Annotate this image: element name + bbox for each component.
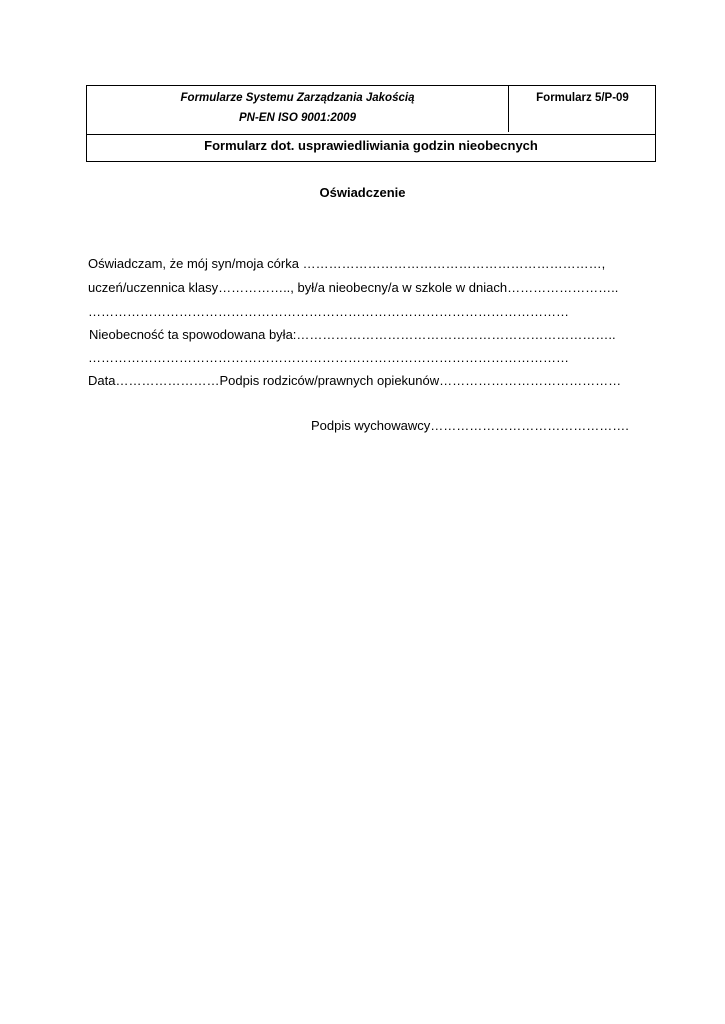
iso-standard: PN-EN ISO 9001:2009	[239, 112, 356, 124]
statement-line-reason: Nieobecność ta spowodowana była:………………………………………………………………..	[89, 327, 616, 342]
header-column-divider	[508, 86, 509, 132]
header-row-divider	[87, 134, 655, 135]
date-parent-signature-line: Data……………………Podpis rodziców/prawnych opiekunów……………………………………	[88, 373, 622, 388]
form-code: Formularz 5/P-09	[536, 92, 629, 104]
statement-line-blank-2: …………………………………………………………………………………………………	[88, 350, 569, 365]
system-title: Formularze Systemu Zarządzania Jakością	[180, 92, 415, 104]
statement-line-class-dates: uczeń/uczennica klasy…………….., był/a nieobecny/a w szkole w dniach……………………..	[88, 280, 619, 295]
statement-line-student: Oświadczam, że mój syn/moja córka ……………………………………………………………,	[88, 256, 606, 271]
form-title: Formularz dot. usprawiedliwiania godzin nieobecnych	[204, 138, 538, 153]
form-header-table	[86, 85, 656, 162]
document-heading: Oświadczenie	[319, 185, 406, 200]
teacher-signature-line: Podpis wychowawcy……………………………………….	[311, 418, 629, 433]
statement-line-blank: …………………………………………………………………………………………………	[88, 304, 569, 319]
